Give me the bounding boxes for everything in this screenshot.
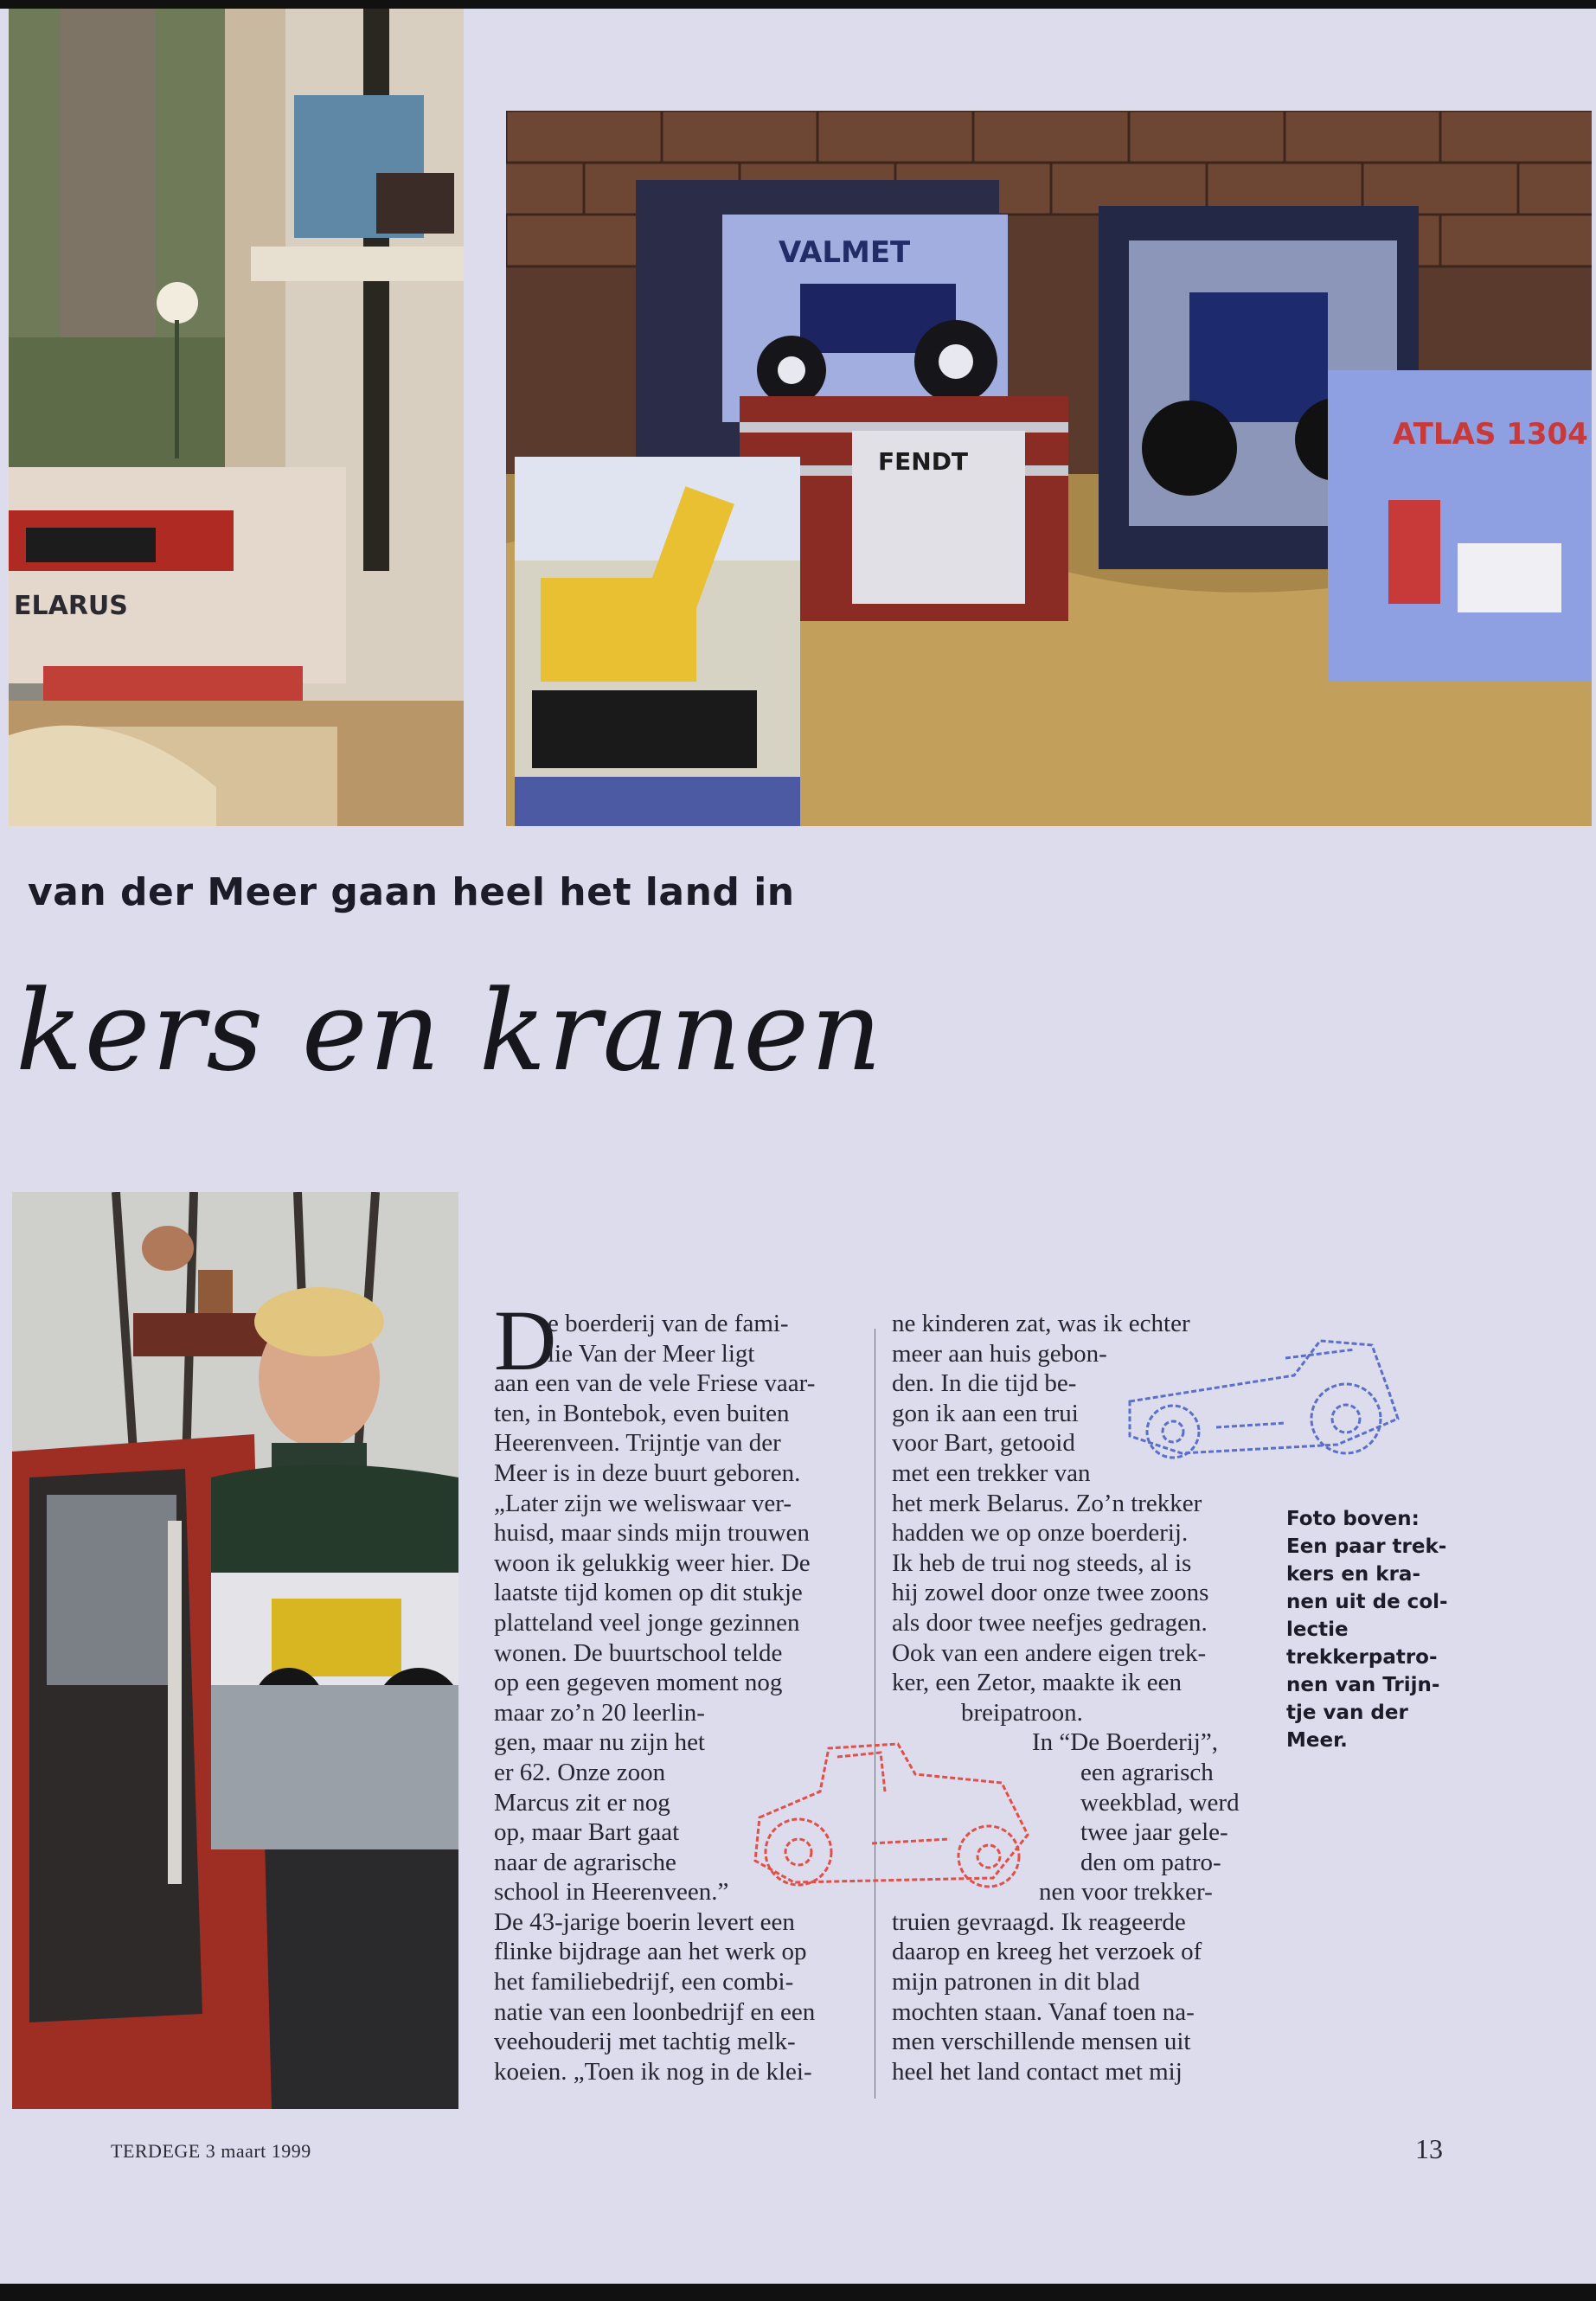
text-line: veehouderij met tachtig melk- xyxy=(494,2028,796,2056)
text-line: hadden we op onze boerderij. xyxy=(892,1519,1189,1548)
text-line: Heerenveen. Trijntje van der xyxy=(494,1429,781,1458)
caption-line: tje van der xyxy=(1286,1702,1408,1724)
text-line: flinke bijdrage aan het werk op xyxy=(494,1938,807,1966)
caption-line: Foto boven: xyxy=(1286,1508,1420,1530)
photo-caption xyxy=(1286,1505,1459,1754)
text-line: Ook van een andere eigen trek- xyxy=(892,1638,1207,1667)
top-rule xyxy=(0,0,1596,9)
text-line: natie van een loonbedrijf en een xyxy=(494,1997,816,2026)
text-line: Marcus zit er nog xyxy=(494,1788,670,1817)
text-line: op een gegeven moment nog xyxy=(494,1669,783,1697)
caption-line: Een paar trek- xyxy=(1286,1535,1447,1558)
blue-tractor-sketch xyxy=(1112,1324,1403,1471)
text-line: mochten staan. Vanaf toen na- xyxy=(892,1997,1195,2026)
text-line: er 62. Onze zoon xyxy=(494,1758,666,1786)
text-line: men verschillende mensen uit xyxy=(892,2028,1191,2056)
text-line: e boerderij van de fami- xyxy=(548,1310,789,1337)
text-line: den om patro- xyxy=(1080,1848,1221,1876)
text-line: als door twee neefjes gedragen. xyxy=(892,1608,1208,1637)
text-line: nen voor trekker- xyxy=(1039,1878,1213,1907)
text-line: naar de agrarische xyxy=(494,1848,676,1876)
atlas-text: ATLAS 1304 xyxy=(1393,417,1588,452)
text-line: op, maar Bart gaat xyxy=(494,1818,680,1847)
text-line: hij zowel door onze twee zoons xyxy=(892,1579,1209,1607)
text-line: maar zo’n 20 leerlin- xyxy=(494,1698,705,1727)
text-line: het merk Belarus. Zo’n trekker xyxy=(892,1489,1202,1517)
text-line: „Later zijn we weliswaar ver- xyxy=(494,1489,792,1517)
text-line: In “De Boerderij”, xyxy=(1032,1728,1218,1757)
caption-line: nen uit de col- xyxy=(1286,1591,1448,1613)
valmet-text: VALMET xyxy=(779,235,911,270)
caption-line: Meer. xyxy=(1286,1729,1348,1752)
text-line: met een trekker van xyxy=(892,1458,1091,1487)
text-line: Meer is in deze buurt geboren. xyxy=(494,1458,801,1487)
text-line: heel het land contact met mij xyxy=(892,2057,1183,2086)
caption-line: nen van Trijn- xyxy=(1286,1674,1440,1696)
dropcap: D xyxy=(494,1292,557,1388)
text-line: woon ik gelukkig weer hier. De xyxy=(494,1548,811,1577)
red-tractor-sketch xyxy=(742,1731,1042,1895)
text-line: twee jaar gele- xyxy=(1080,1818,1228,1847)
text-line: platteland veel jonge gezinnen xyxy=(494,1608,800,1637)
text-line: aan een van de vele Friese vaar- xyxy=(494,1369,816,1398)
text-line: meer aan huis gebon- xyxy=(892,1339,1107,1368)
text-line: wonen. De buurtschool telde xyxy=(494,1638,783,1667)
text-line: school in Heerenveen.” xyxy=(494,1878,729,1907)
article-subheadline: van der Meer gaan heel het land in xyxy=(28,870,795,914)
text-line: lie Van der Meer ligt xyxy=(548,1339,755,1368)
text-line: voor Bart, getooid xyxy=(892,1429,1075,1458)
text-line: koeien. „Toen ik nog in de klei- xyxy=(494,2057,812,2086)
text-line: mijn patronen in dit blad xyxy=(892,1968,1140,1997)
text-line: breipatroon. xyxy=(961,1698,1083,1727)
text-line: laatste tijd komen op dit stukje xyxy=(494,1579,803,1607)
photo-boy-tractor xyxy=(12,1192,458,2109)
text-line: ne kinderen zat, was ik echter xyxy=(892,1310,1190,1337)
text-line: De 43-jarige boerin levert een xyxy=(494,1907,795,1936)
text-line: daarop en kreeg het verzoek of xyxy=(892,1938,1202,1966)
fendt-text: FENDT xyxy=(878,447,969,476)
page-number: 13 xyxy=(1415,2133,1443,2164)
photo-tractor-sweaters xyxy=(506,111,1592,826)
bottom-rule xyxy=(0,2284,1596,2301)
belarus-label: ELARUS xyxy=(14,591,128,621)
text-line: gen, maar nu zijn het xyxy=(494,1728,705,1757)
text-line: huisd, maar sinds mijn trouwen xyxy=(494,1519,810,1548)
text-line: een agrarisch xyxy=(1080,1758,1214,1786)
text-line: gon ik aan een trui xyxy=(892,1399,1079,1427)
footer-publication: TERDEGE 3 maart 1999 xyxy=(111,2140,311,2162)
text-line: weekblad, werd xyxy=(1080,1788,1240,1817)
text-line: ker, een Zetor, maakte ik een xyxy=(892,1669,1183,1697)
caption-line: lectie xyxy=(1286,1618,1349,1641)
text-line: het familiebedrijf, een combi- xyxy=(494,1968,794,1997)
article-column-1 xyxy=(494,1309,868,2086)
caption-line: trekkerpatro- xyxy=(1286,1646,1438,1669)
photo-window-sill xyxy=(9,9,464,826)
caption-line: kers en kra- xyxy=(1286,1563,1421,1586)
text-line: truien gevraagd. Ik reageerde xyxy=(892,1907,1186,1936)
text-line: ten, in Bontebok, even buiten xyxy=(494,1399,790,1427)
article-headline: kers en kranen xyxy=(16,967,884,1096)
text-line: Ik heb de trui nog steeds, al is xyxy=(892,1548,1192,1577)
text-line: den. In die tijd be- xyxy=(892,1369,1077,1398)
